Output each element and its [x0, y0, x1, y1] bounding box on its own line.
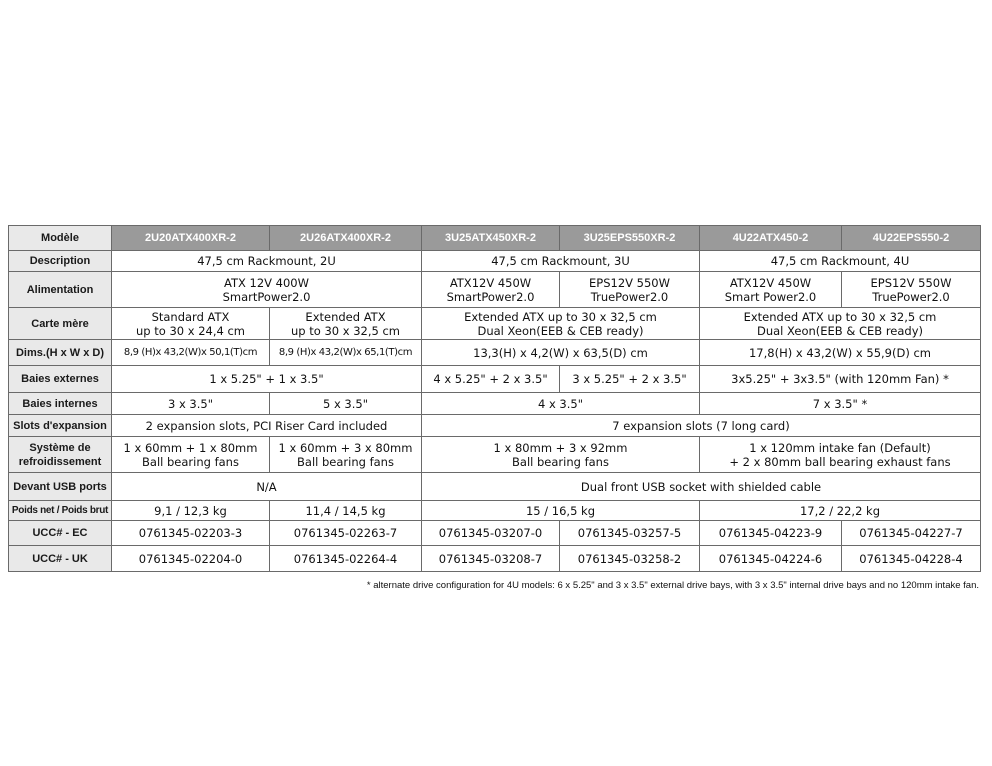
table-cell — [270, 308, 422, 340]
cell-line: Smart Power2.0 — [724, 289, 817, 304]
row-label: Baies internes — [9, 393, 112, 415]
label-line: refroidissement — [18, 455, 102, 468]
row-label: Carte mère — [9, 308, 112, 340]
table-row-carte-mere — [9, 308, 981, 340]
table-cell: 5 x 3.5" — [270, 393, 422, 415]
table-cell: 3 x 3.5" — [112, 393, 270, 415]
table-cell: 0761345-04228-4 — [842, 546, 981, 572]
cell-line: TruePower2.0 — [872, 289, 950, 304]
table-cell: 13,3(H) x 4,2(W) x 63,5(D) cm — [422, 340, 700, 366]
table-cell — [700, 308, 981, 340]
table-row-ucc-uk — [9, 546, 981, 572]
table-row-usb — [9, 473, 981, 501]
row-label: Baies externes — [9, 366, 112, 393]
table-cell: 9,1 / 12,3 kg — [112, 501, 270, 521]
table-row-description — [9, 251, 981, 272]
table-cell: 47,5 cm Rackmount, 3U — [422, 251, 700, 272]
table-cell: 3x5.25" + 3x3.5" (with 120mm Fan) * — [700, 366, 981, 393]
row-label: UCC# - EC — [9, 521, 112, 546]
table-row-alimentation — [9, 272, 981, 308]
table-cell — [422, 437, 700, 473]
table-cell: 2 expansion slots, PCI Riser Card included — [112, 415, 422, 437]
cell-line: TruePower2.0 — [590, 289, 669, 304]
table-cell: 0761345-02204-0 — [112, 546, 270, 572]
table-cell: 0761345-03257-5 — [560, 521, 700, 546]
cell-line: ATX 12V 400W — [223, 275, 309, 290]
table-cell: 0761345-02264-4 — [270, 546, 422, 572]
table-cell: 1 x 5.25" + 1 x 3.5" — [112, 366, 422, 393]
table-cell: 0761345-04227-7 — [842, 521, 981, 546]
table-cell — [700, 437, 981, 473]
table-cell: 0761345-03208-7 — [422, 546, 560, 572]
cell-line: Extended ATX up to 30 x 32,5 cm — [464, 309, 657, 324]
cell-line: ATX12V 450W — [729, 275, 812, 290]
cell-line: Extended ATX — [305, 309, 386, 324]
row-label: UCC# - UK — [9, 546, 112, 572]
table-cell: 7 expansion slots (7 long card) — [422, 415, 981, 437]
cell-line: Dual Xeon(EEB & CEB ready) — [477, 323, 644, 338]
cell-line: up to 30 x 32,5 cm — [291, 323, 400, 338]
table-cell: 4 x 5.25" + 2 x 3.5" — [422, 366, 560, 393]
cell-line: ATX12V 450W — [449, 275, 532, 290]
table-cell: 15 / 16,5 kg — [422, 501, 700, 521]
cell-line: 1 x 80mm + 3 x 92mm — [493, 440, 628, 455]
table-cell: 0761345-04223-9 — [700, 521, 842, 546]
footnote: * alternate drive configuration for 4U models: 6 x 5.25" and 3 x 3.5" external drive bays, with 3 x 3.5" internal drive bays and no 120mm intake fan. — [366, 580, 979, 591]
table-cell: 0761345-03207-0 — [422, 521, 560, 546]
table-cell — [112, 272, 422, 308]
model-header: 2U26ATX400XR-2 — [270, 226, 422, 251]
table-cell: 7 x 3.5" * — [700, 393, 981, 415]
table-row-baies-internes — [9, 393, 981, 415]
table-cell: 47,5 cm Rackmount, 4U — [700, 251, 981, 272]
table-cell: 17,2 / 22,2 kg — [700, 501, 981, 521]
table-cell: N/A — [112, 473, 422, 501]
cell-line: EPS12V 550W — [870, 275, 952, 290]
cell-line: 1 x 60mm + 1 x 80mm — [123, 440, 258, 455]
model-header: 4U22EPS550-2 — [842, 226, 981, 251]
table-cell: 0761345-02263-7 — [270, 521, 422, 546]
table-cell — [700, 272, 842, 308]
model-header: 3U25ATX450XR-2 — [422, 226, 560, 251]
table-cell: 8,9 (H)x 43,2(W)x 50,1(T)cm — [112, 340, 270, 366]
table-row-dims — [9, 340, 981, 366]
cell-line: Ball bearing fans — [512, 454, 609, 469]
table-cell: 11,4 / 14,5 kg — [270, 501, 422, 521]
table-cell: 0761345-02203-3 — [112, 521, 270, 546]
model-header: 4U22ATX450-2 — [700, 226, 842, 251]
table-row-refroidissement — [9, 437, 981, 473]
model-header: 2U20ATX400XR-2 — [112, 226, 270, 251]
model-header: 3U25EPS550XR-2 — [560, 226, 700, 251]
row-label: Slots d'expansion — [9, 415, 112, 437]
row-label: Description — [9, 251, 112, 272]
cell-line: 1 x 60mm + 3 x 80mm — [278, 440, 413, 455]
table-cell — [112, 308, 270, 340]
table-row-baies-externes — [9, 366, 981, 393]
cell-line: SmartPower2.0 — [222, 289, 311, 304]
cell-line: SmartPower2.0 — [446, 289, 535, 304]
table-row-poids — [9, 501, 981, 521]
row-label: Devant USB ports — [9, 473, 112, 501]
row-label: Dims.(H x W x D) — [9, 340, 112, 366]
table-cell — [560, 272, 700, 308]
table-cell: 47,5 cm Rackmount, 2U — [112, 251, 422, 272]
cell-line: 1 x 120mm intake fan (Default) — [749, 440, 931, 455]
cell-line: + 2 x 80mm ball bearing exhaust fans — [729, 454, 951, 469]
table-cell — [422, 272, 560, 308]
row-label: Alimentation — [9, 272, 112, 308]
table-cell — [112, 437, 270, 473]
table-cell — [842, 272, 981, 308]
table-cell: 8,9 (H)x 43,2(W)x 65,1(T)cm — [270, 340, 422, 366]
cell-line: Ball bearing fans — [142, 454, 239, 469]
label-line: Système de — [29, 441, 91, 454]
table-cell: 17,8(H) x 43,2(W) x 55,9(D) cm — [700, 340, 981, 366]
row-label: Poids net / Poids brut — [9, 501, 112, 521]
table-cell: 4 x 3.5" — [422, 393, 700, 415]
cell-line: Dual Xeon(EEB & CEB ready) — [756, 323, 924, 338]
table-cell — [422, 308, 700, 340]
table-cell: 3 x 5.25" + 2 x 3.5" — [560, 366, 700, 393]
table-cell: Dual front USB socket with shielded cable — [422, 473, 981, 501]
table-row-header — [9, 226, 981, 251]
cell-line: EPS12V 550W — [589, 275, 670, 290]
cell-line: Standard ATX — [151, 309, 230, 324]
table-cell: 0761345-03258-2 — [560, 546, 700, 572]
table-cell: 0761345-04224-6 — [700, 546, 842, 572]
header-label: Modèle — [9, 226, 112, 251]
cell-line: Extended ATX up to 30 x 32,5 cm — [743, 309, 937, 324]
row-label — [9, 437, 112, 473]
table-row-ucc-ec — [9, 521, 981, 546]
spec-table — [8, 225, 981, 572]
cell-line: Ball bearing fans — [297, 454, 394, 469]
table-cell — [270, 437, 422, 473]
table-row-slots — [9, 415, 981, 437]
cell-line: up to 30 x 24,4 cm — [136, 323, 245, 338]
